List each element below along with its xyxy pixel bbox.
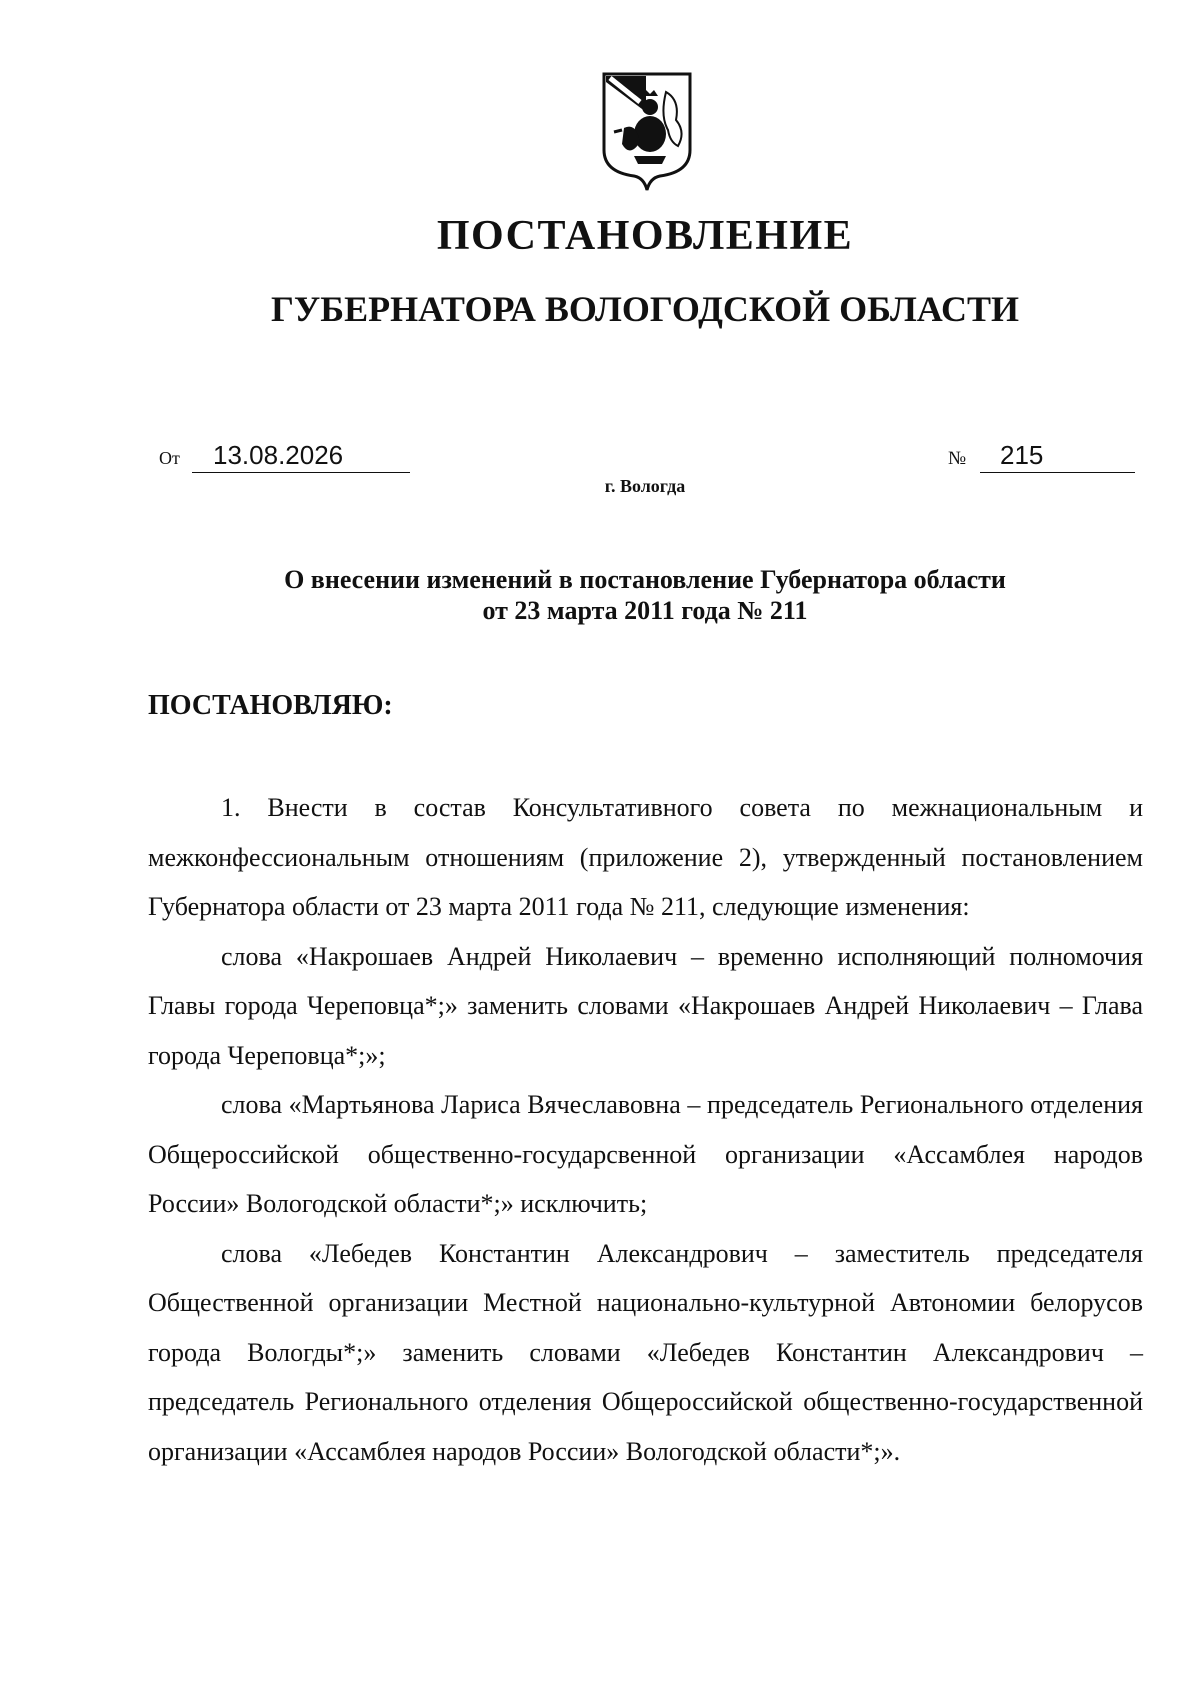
resolve-heading: ПОСТАНОВЛЯЮ: bbox=[148, 690, 393, 721]
coat-of-arms-emblem bbox=[600, 72, 694, 192]
document-title: ПОСТАНОВЛЕНИЕ bbox=[436, 213, 854, 259]
body-paragraph: слова «Мартьянова Лариса Вячеславовна – председатель Регионального отделения Общероссийской общественно-государсвенной организации «Ассамблея народов России» Вологодской области*;» исключить; bbox=[148, 1090, 1143, 1218]
document-subject bbox=[0, 564, 1200, 626]
subject-line-1: О внесении изменений в постановление Губернатора области bbox=[284, 565, 1006, 594]
document-number: 215 bbox=[1000, 440, 1044, 470]
body-paragraph: слова «Накрошаев Андрей Николаевич – временно исполняющий полномочия Главы города Череповца*;» заменить словами «Накрошаев Андрей Николаевич – Глава города Череповца*;»; bbox=[148, 941, 1143, 1070]
number-prefix: № bbox=[948, 448, 967, 469]
document-date: 13.08.2026 bbox=[213, 440, 344, 470]
subject-line-2: от 23 марта 2011 года № 211 bbox=[482, 596, 808, 625]
document-city: г. Вологда bbox=[604, 476, 686, 496]
date-prefix: От bbox=[159, 448, 180, 468]
body-paragraph: 1. Внести в состав Консультативного совета по межнациональным и межконфессиональным отношениям (приложение 2), утвержденный постановлением Губернатора области от 23 марта 2011 года № 211, следующие изменения: bbox=[148, 793, 1143, 921]
document-body bbox=[148, 783, 1143, 1476]
body-paragraph: слова «Лебедев Константин Александрович – заместитель председателя Общественной организации Местной национально-культурной Автономии белорусов города Вологды*;» заменить словами «Лебедев Константин Александрович – председатель Регионального отделения Общероссийской общественно-государственной организации «Ассамблея народов России» Вологодской области*;». bbox=[148, 1238, 1143, 1466]
document-issuer: ГУБЕРНАТОРА ВОЛОГОДСКОЙ ОБЛАСТИ bbox=[270, 289, 1020, 329]
